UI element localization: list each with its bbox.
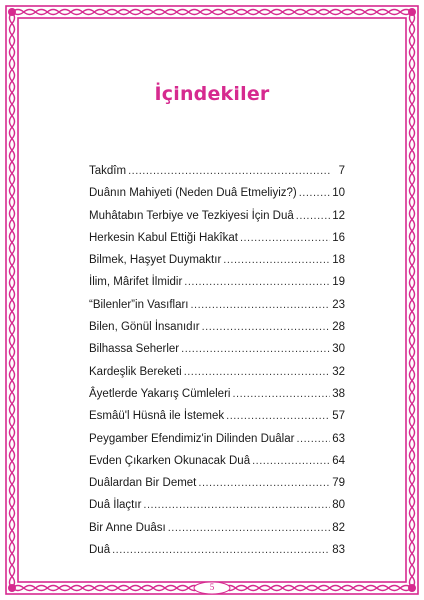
toc-entry bbox=[89, 544, 345, 566]
dot-leader bbox=[128, 165, 331, 177]
table-of-contents bbox=[89, 165, 345, 566]
dot-leader bbox=[232, 388, 330, 400]
toc-entry-title: Bilhassa Seherler bbox=[89, 343, 180, 356]
toc-entry-title: Kardeşlik Bereketi bbox=[89, 365, 182, 378]
toc-entry bbox=[89, 187, 345, 209]
toc-entry-page: 12 bbox=[332, 209, 345, 222]
dot-leader bbox=[191, 299, 331, 311]
toc-entry bbox=[89, 366, 345, 388]
toc-entry-page: 80 bbox=[332, 499, 345, 512]
toc-entry bbox=[89, 165, 345, 187]
toc-entry-page: 7 bbox=[338, 165, 345, 177]
dot-leader bbox=[198, 477, 330, 489]
toc-entry bbox=[89, 254, 345, 276]
toc-entry bbox=[89, 299, 345, 321]
toc-entry bbox=[89, 232, 345, 254]
toc-entry bbox=[89, 276, 345, 298]
toc-entry-title: İlim, Mârifet İlmidir bbox=[89, 276, 183, 289]
toc-entry-title: Duâ İlaçtır bbox=[89, 499, 142, 512]
toc-entry-title: Peygamber Efendimiz'in Dilinden Duâlar bbox=[89, 432, 295, 445]
toc-entry-title: Bir Anne Duâsı bbox=[89, 521, 166, 534]
toc-entry-page: 38 bbox=[332, 387, 345, 400]
toc-entry-title: Duâlardan Bir Demet bbox=[89, 477, 197, 490]
dot-leader bbox=[223, 254, 330, 266]
page-number: 5 bbox=[209, 582, 215, 592]
toc-entry bbox=[89, 388, 345, 410]
toc-entry bbox=[89, 343, 345, 365]
dot-leader bbox=[184, 366, 331, 378]
toc-entry-page: 32 bbox=[332, 365, 345, 378]
toc-entry bbox=[89, 455, 345, 477]
toc-entry-title: Âyetlerde Yakarış Cümleleri bbox=[89, 387, 231, 400]
toc-entry-page: 10 bbox=[332, 187, 345, 200]
toc-entry bbox=[89, 477, 345, 499]
toc-entry-page: 30 bbox=[332, 343, 345, 356]
border-braid bbox=[12, 10, 412, 15]
toc-entry-page: 82 bbox=[332, 521, 345, 534]
toc-entry bbox=[89, 522, 345, 544]
toc-entry-title: Bilen, Gönül İnsanıdır bbox=[89, 321, 200, 334]
dot-leader bbox=[143, 499, 330, 511]
dot-leader bbox=[181, 343, 330, 355]
dot-leader bbox=[112, 544, 330, 556]
toc-entry-page: 79 bbox=[332, 477, 345, 490]
dot-leader bbox=[168, 522, 330, 534]
toc-entry bbox=[89, 410, 345, 432]
toc-entry-title: “Bilenler”in Vasıfları bbox=[89, 298, 189, 311]
toc-entry-page: 64 bbox=[332, 454, 345, 467]
dot-leader bbox=[184, 276, 330, 288]
toc-entry-page: 16 bbox=[332, 231, 345, 244]
dot-leader bbox=[202, 321, 331, 333]
dot-leader bbox=[299, 187, 330, 199]
toc-entry bbox=[89, 321, 345, 343]
toc-entry-page: 23 bbox=[332, 298, 345, 311]
toc-entry-title: Evden Çıkarken Okunacak Duâ bbox=[89, 454, 251, 467]
toc-entry-title: Herkesin Kabul Ettiği Hakîkat bbox=[89, 231, 238, 244]
toc-entry-title: Duânın Mahiyeti (Neden Duâ Etmeliyiz?) bbox=[89, 187, 297, 200]
dot-leader bbox=[226, 410, 330, 422]
toc-entry-page: 83 bbox=[332, 544, 345, 557]
toc-entry-title: Bilmek, Haşyet Duymaktır bbox=[89, 254, 222, 267]
page-title: İçindekiler bbox=[154, 83, 270, 105]
toc-entry-title: Duâ bbox=[89, 544, 111, 557]
toc-entry-page: 18 bbox=[332, 254, 345, 267]
dot-leader bbox=[240, 232, 330, 244]
toc-entry bbox=[89, 433, 345, 455]
toc-entry bbox=[89, 210, 345, 232]
dot-leader bbox=[296, 433, 330, 445]
toc-entry-title: Takdîm bbox=[89, 165, 127, 177]
dot-leader bbox=[296, 210, 330, 222]
dot-leader bbox=[252, 455, 330, 467]
toc-entry-page: 63 bbox=[332, 432, 345, 445]
toc-entry bbox=[89, 499, 345, 521]
toc-entry-page: 28 bbox=[332, 321, 345, 334]
toc-entry-title: Esmâü'l Hüsnâ ile İstemek bbox=[89, 410, 225, 423]
toc-entry-page: 57 bbox=[332, 410, 345, 423]
toc-entry-title: Muhâtabın Terbiye ve Tezkiyesi İçin Duâ bbox=[89, 209, 294, 222]
toc-entry-page: 19 bbox=[332, 276, 345, 289]
